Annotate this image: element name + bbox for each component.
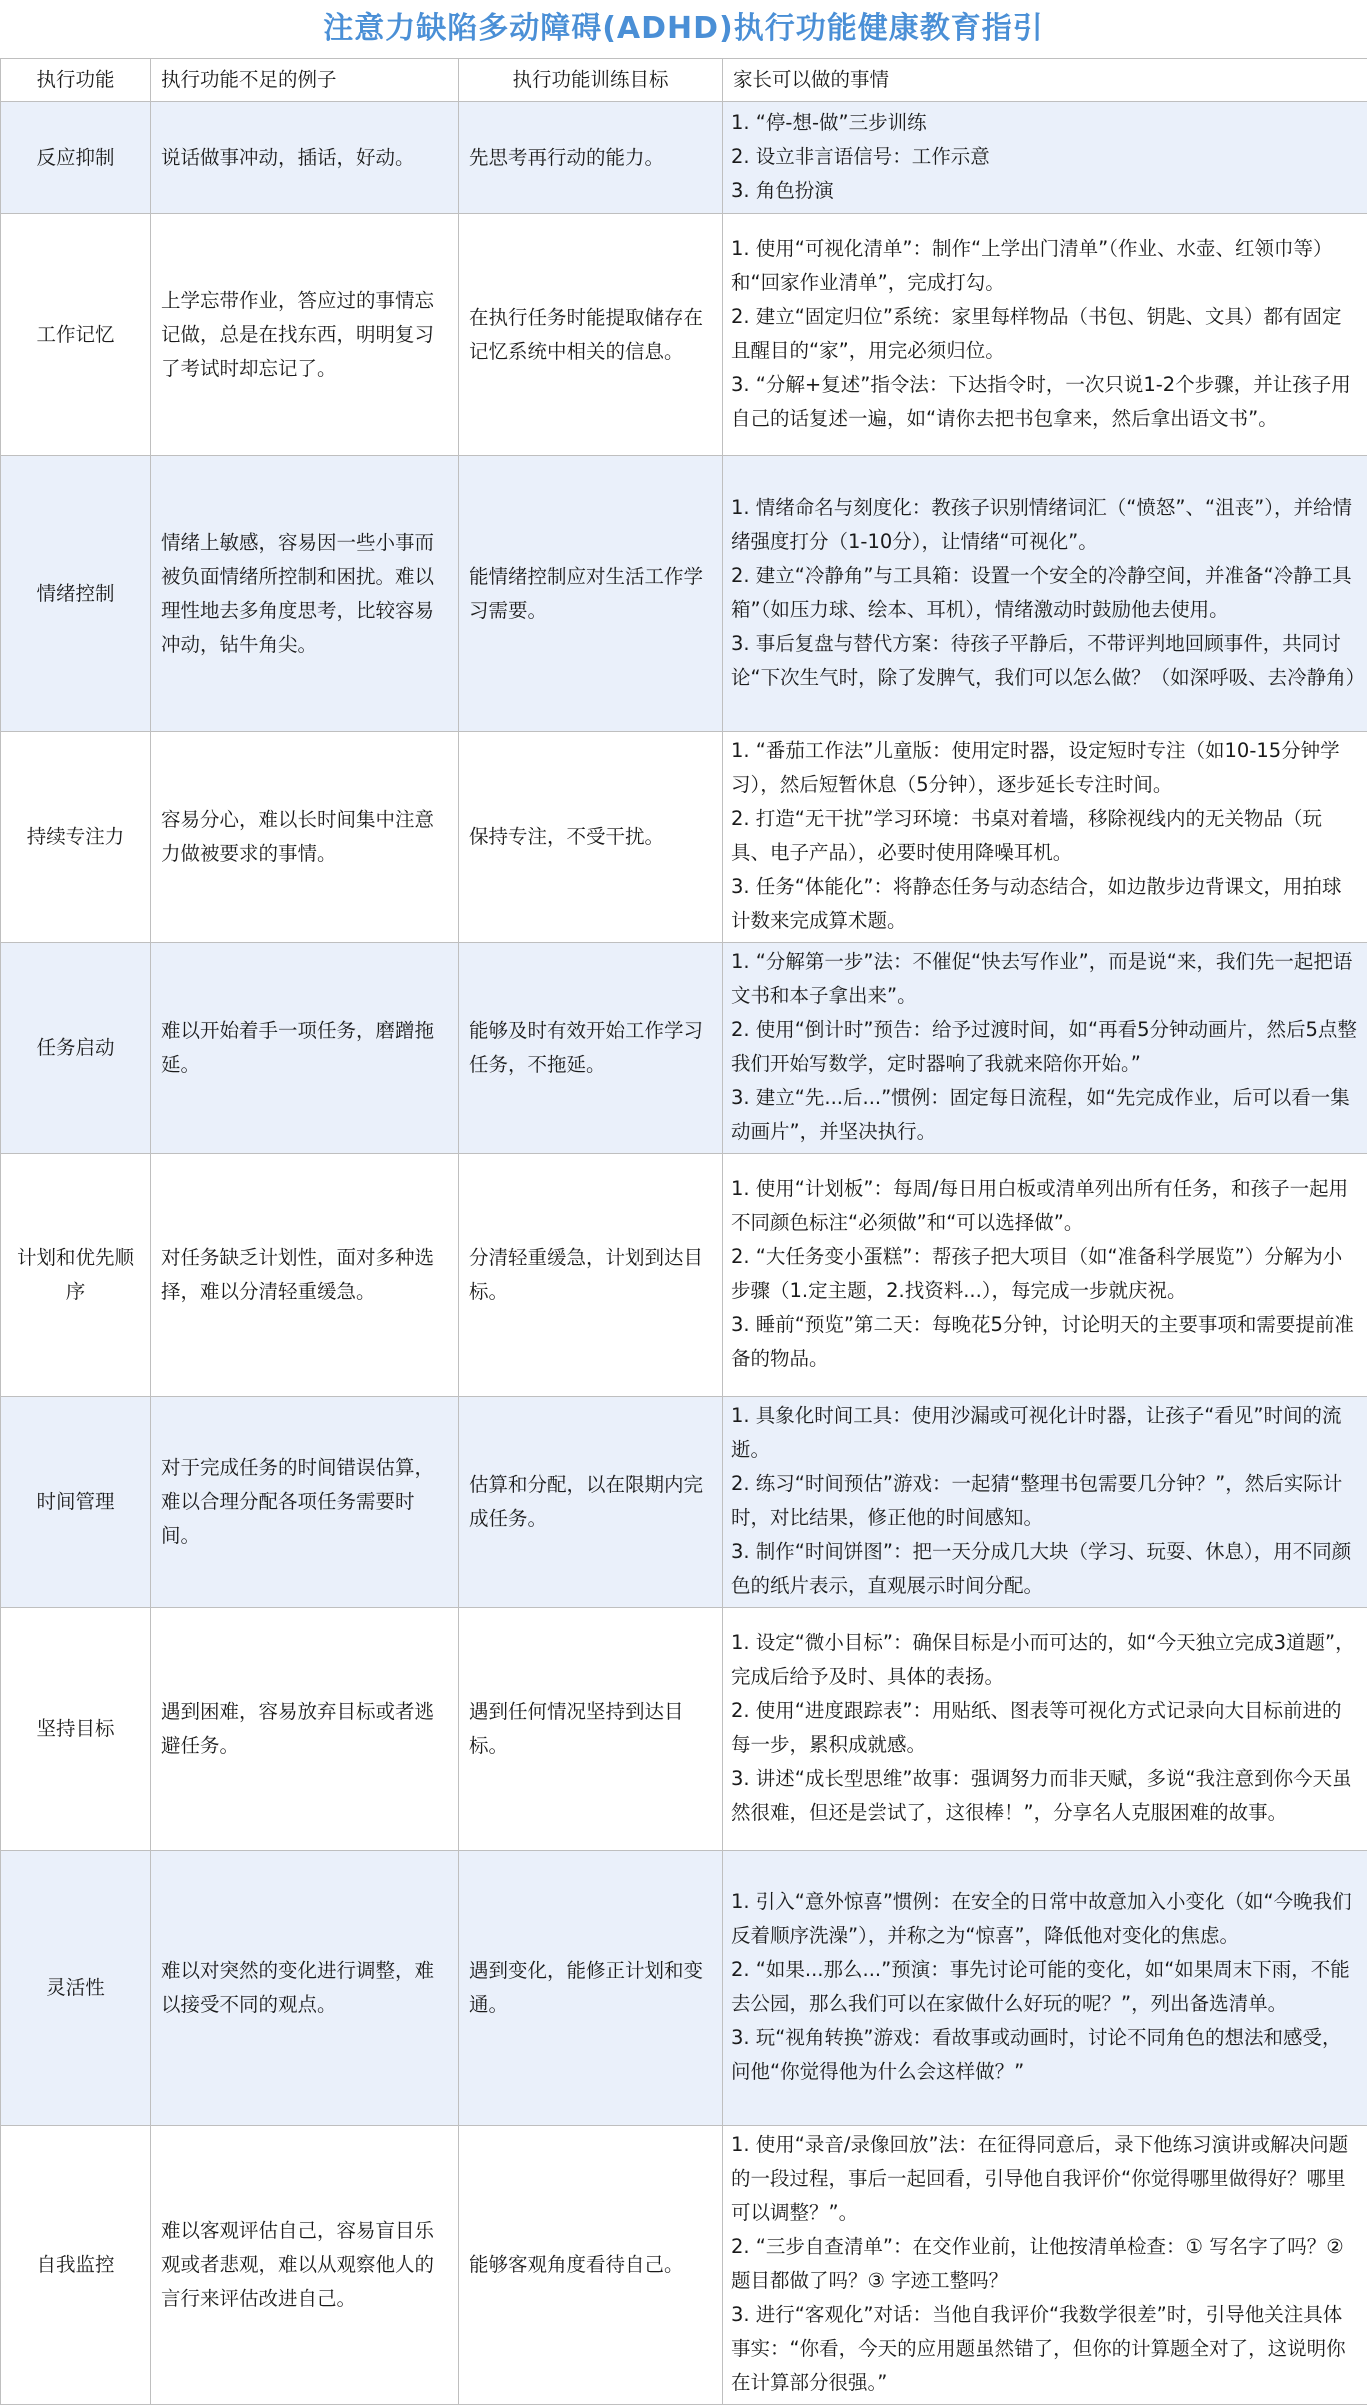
goal-cell: 保持专注，不受干扰。 [459, 732, 723, 943]
header-function: 执行功能 [1, 59, 151, 102]
action-item: 2. 设立非言语信号：工作示意 [731, 140, 1359, 174]
action-item: 2. “大任务变小蛋糕”：帮孩子把大项目（如“准备科学展览”）分解为小步骤（1.定主题，2.找资料...），每完成一步就庆祝。 [731, 1240, 1359, 1308]
actions-cell [723, 1851, 1367, 2126]
function-cell: 情绪控制 [1, 456, 151, 732]
action-item: 3. 睡前“预览”第二天：每晚花5分钟，讨论明天的主要事项和需要提前准备的物品。 [731, 1308, 1359, 1376]
example-cell: 遇到困难，容易放弃目标或者逃避任务。 [151, 1608, 459, 1851]
action-item: 2. 使用“进度跟踪表”：用贴纸、图表等可视化方式记录向大目标前进的每一步，累积成就感。 [731, 1694, 1359, 1762]
table-row [1, 1154, 1367, 1397]
action-item: 3. 建立“先...后...”惯例：固定每日流程，如“先完成作业，后可以看一集动画片”，并坚决执行。 [731, 1081, 1359, 1149]
action-item: 1. “停-想-做”三步训练 [731, 106, 1359, 140]
action-item: 1. 情绪命名与刻度化：教孩子识别情绪词汇（“愤怒”、“沮丧”），并给情绪强度打分（1-10分），让情绪“可视化”。 [731, 491, 1359, 559]
function-cell: 时间管理 [1, 1397, 151, 1608]
function-cell: 反应抑制 [1, 102, 151, 214]
goal-cell: 分清轻重缓急，计划到达目标。 [459, 1154, 723, 1397]
action-item: 1. 使用“录音/录像回放”法：在征得同意后，录下他练习演讲或解决问题的一段过程，事后一起回看，引导他自我评价“你觉得哪里做得好？哪里可以调整？”。 [731, 2128, 1359, 2230]
action-item: 1. “番茄工作法”儿童版：使用定时器，设定短时专注（如10-15分钟学习），然后短暂休息（5分钟），逐步延长专注时间。 [731, 734, 1359, 802]
table-row [1, 1851, 1367, 2126]
action-item: 1. 设定“微小目标”：确保目标是小而可达的，如“今天独立完成3道题”，完成后给予及时、具体的表扬。 [731, 1626, 1359, 1694]
action-item: 2. 使用“倒计时”预告：给予过渡时间，如“再看5分钟动画片，然后5点整我们开始写数学，定时器响了我就来陪你开始。” [731, 1013, 1359, 1081]
action-item: 3. 事后复盘与替代方案：待孩子平静后，不带评判地回顾事件，共同讨论“下次生气时，除了发脾气，我们可以怎么做？（如深呼吸、去冷静角） [731, 627, 1359, 695]
action-item: 1. 引入“意外惊喜”惯例：在安全的日常中故意加入小变化（如“今晚我们反着顺序洗澡”），并称之为“惊喜”，降低他对变化的焦虑。 [731, 1885, 1359, 1953]
example-cell: 难以开始着手一项任务，磨蹭拖延。 [151, 943, 459, 1154]
table-row [1, 1608, 1367, 1851]
action-item: 3. 任务“体能化”：将静态任务与动态结合，如边散步边背课文，用拍球计数来完成算术题。 [731, 870, 1359, 938]
function-cell: 工作记忆 [1, 214, 151, 456]
action-item: 2. 练习“时间预估”游戏：一起猜“整理书包需要几分钟？”，然后实际计时，对比结果，修正他的时间感知。 [731, 1467, 1359, 1535]
action-item: 1. 使用“可视化清单”：制作“上学出门清单”（作业、水壶、红领巾等）和“回家作业清单”，完成打勾。 [731, 232, 1359, 300]
actions-cell [723, 1397, 1367, 1608]
goal-cell: 遇到变化，能修正计划和变通。 [459, 1851, 723, 2126]
action-item: 3. 制作“时间饼图”：把一天分成几大块（学习、玩耍、休息），用不同颜色的纸片表示，直观展示时间分配。 [731, 1535, 1359, 1603]
guide-table [0, 58, 1367, 2405]
example-cell: 对任务缺乏计划性，面对多种选择，难以分清轻重缓急。 [151, 1154, 459, 1397]
table-header-row [1, 59, 1367, 102]
example-cell: 情绪上敏感，容易因一些小事而被负面情绪所控制和困扰。难以理性地去多角度思考，比较容易冲动，钻牛角尖。 [151, 456, 459, 732]
goal-cell: 在执行任务时能提取储存在记忆系统中相关的信息。 [459, 214, 723, 456]
table-row [1, 1397, 1367, 1608]
action-item: 1. 使用“计划板”：每周/每日用白板或清单列出所有任务，和孩子一起用不同颜色标注“必须做”和“可以选择做”。 [731, 1172, 1359, 1240]
goal-cell: 估算和分配，以在限期内完成任务。 [459, 1397, 723, 1608]
example-cell: 对于完成任务的时间错误估算，难以合理分配各项任务需要时间。 [151, 1397, 459, 1608]
actions-cell [723, 102, 1367, 214]
page-title: 注意力缺陷多动障碍(ADHD)执行功能健康教育指引 [0, 0, 1367, 58]
function-cell: 持续专注力 [1, 732, 151, 943]
actions-cell [723, 1608, 1367, 1851]
goal-cell: 能够及时有效开始工作学习任务，不拖延。 [459, 943, 723, 1154]
example-cell: 上学忘带作业，答应过的事情忘记做，总是在找东西，明明复习了考试时却忘记了。 [151, 214, 459, 456]
action-item: 3. 讲述“成长型思维”故事：强调努力而非天赋，多说“我注意到你今天虽然很难，但还是尝试了，这很棒！”，分享名人克服困难的故事。 [731, 1762, 1359, 1830]
header-example: 执行功能不足的例子 [151, 59, 459, 102]
action-item: 3. 进行“客观化”对话：当他自我评价“我数学很差”时，引导他关注具体事实：“你看，今天的应用题虽然错了，但你的计算题全对了，这说明你在计算部分很强。” [731, 2298, 1359, 2400]
function-cell: 灵活性 [1, 1851, 151, 2126]
action-item: 2. 建立“固定归位”系统：家里每样物品（书包、钥匙、文具）都有固定且醒目的“家”，用完必须归位。 [731, 300, 1359, 368]
goal-cell: 先思考再行动的能力。 [459, 102, 723, 214]
actions-cell [723, 732, 1367, 943]
table-row [1, 456, 1367, 732]
goal-cell: 能够客观角度看待自己。 [459, 2126, 723, 2405]
goal-cell: 能情绪控制应对生活工作学习需要。 [459, 456, 723, 732]
action-item: 2. 打造“无干扰”学习环境：书桌对着墙，移除视线内的无关物品（玩具、电子产品），必要时使用降噪耳机。 [731, 802, 1359, 870]
table-row [1, 732, 1367, 943]
goal-cell: 遇到任何情况坚持到达目标。 [459, 1608, 723, 1851]
action-item: 1. 具象化时间工具：使用沙漏或可视化计时器，让孩子“看见”时间的流逝。 [731, 1399, 1359, 1467]
actions-cell [723, 943, 1367, 1154]
actions-cell [723, 2126, 1367, 2405]
function-cell: 坚持目标 [1, 1608, 151, 1851]
function-cell: 任务启动 [1, 943, 151, 1154]
action-item: 3. 角色扮演 [731, 174, 1359, 208]
action-item: 2. 建立“冷静角”与工具箱：设置一个安全的冷静空间，并准备“冷静工具箱”（如压力球、绘本、耳机），情绪激动时鼓励他去使用。 [731, 559, 1359, 627]
action-item: 1. “分解第一步”法：不催促“快去写作业”，而是说“来，我们先一起把语文书和本子拿出来”。 [731, 945, 1359, 1013]
table-row [1, 214, 1367, 456]
actions-cell [723, 1154, 1367, 1397]
action-item: 3. “分解+复述”指令法：下达指令时，一次只说1-2个步骤，并让孩子用自己的话复述一遍，如“请你去把书包拿来，然后拿出语文书”。 [731, 368, 1359, 436]
actions-cell [723, 214, 1367, 456]
header-actions: 家长可以做的事情 [723, 59, 1367, 102]
example-cell: 难以客观评估自己，容易盲目乐观或者悲观，难以从观察他人的言行来评估改进自己。 [151, 2126, 459, 2405]
action-item: 3. 玩“视角转换”游戏：看故事或动画时，讨论不同角色的想法和感受，问他“你觉得他为什么会这样做？” [731, 2021, 1359, 2089]
action-item: 2. “如果...那么...”预演：事先讨论可能的变化，如“如果周末下雨，不能去公园，那么我们可以在家做什么好玩的呢？”，列出备选清单。 [731, 1953, 1359, 2021]
table-row [1, 943, 1367, 1154]
example-cell: 说话做事冲动，插话，好动。 [151, 102, 459, 214]
function-cell: 自我监控 [1, 2126, 151, 2405]
table-row [1, 2126, 1367, 2405]
action-item: 2. “三步自查清单”：在交作业前，让他按清单检查：① 写名字了吗？② 题目都做了吗？③ 字迹工整吗？ [731, 2230, 1359, 2298]
table-row [1, 102, 1367, 214]
example-cell: 容易分心，难以长时间集中注意力做被要求的事情。 [151, 732, 459, 943]
actions-cell [723, 456, 1367, 732]
example-cell: 难以对突然的变化进行调整，难以接受不同的观点。 [151, 1851, 459, 2126]
header-goal: 执行功能训练目标 [459, 59, 723, 102]
function-cell: 计划和优先顺序 [1, 1154, 151, 1397]
